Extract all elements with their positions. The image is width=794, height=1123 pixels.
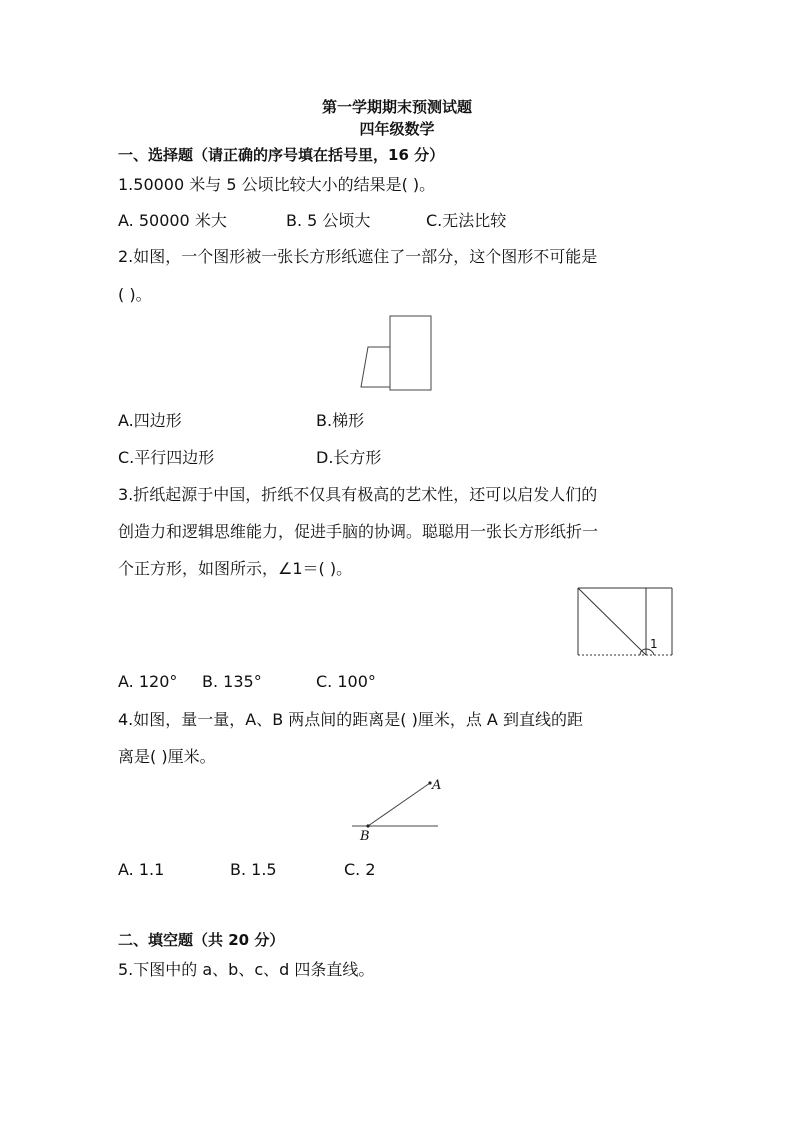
point-a-label: A <box>432 778 442 793</box>
question-2-option-c: C.平行四边形 <box>118 448 215 467</box>
covering-paper <box>390 316 431 390</box>
question-3-option-b: B. 135° <box>202 672 262 691</box>
page-subtitle: 四年级数学 <box>359 120 435 138</box>
question-2-option-a: A.四边形 <box>118 411 182 430</box>
fold-diagonal-line <box>578 588 646 655</box>
question-5-stem: 5.下图中的 a、b、c、d 四条直线。 <box>118 960 375 979</box>
question-3-stem-line-3: 个正方形，如图所示，∠1＝( )。 <box>118 559 353 578</box>
hidden-shape-visible-part <box>361 347 392 387</box>
question-2-stem-line-2: ( )。 <box>118 285 152 304</box>
angle-1-label: 1 <box>650 637 658 651</box>
question-3-stem-line-1: 3.折纸起源于中国，折纸不仅具有极高的艺术性，还可以启发人们的 <box>118 485 598 504</box>
question-3-option-a: A. 120° <box>118 672 178 691</box>
question-4-figure <box>350 772 442 844</box>
question-4-stem-line-1: 4.如图，量一量，A、B 两点间的距离是( )厘米，点 A 到直线的距 <box>118 710 583 729</box>
question-4-option-a: A. 1.1 <box>118 860 165 879</box>
question-3-stem-line-2: 创造力和逻辑思维能力，促进手脑的协调。聪聪用一张长方形纸折一 <box>118 522 599 541</box>
point-b-dot <box>366 824 369 827</box>
question-1-option-a: A. 50000 米大 <box>118 211 227 230</box>
point-b-label: B <box>360 829 370 844</box>
question-3-figure <box>574 584 678 660</box>
section-heading-fill-in: 二、填空题（共 20 分） <box>118 931 285 949</box>
segment-ab <box>368 783 430 826</box>
question-4-stem-line-2: 离是( )厘米。 <box>118 747 216 766</box>
question-2-option-d: D.长方形 <box>316 448 382 467</box>
question-3-option-c: C. 100° <box>316 672 376 691</box>
question-2-figure <box>355 312 435 394</box>
question-4-option-b: B. 1.5 <box>230 860 277 879</box>
question-2-option-b: B.梯形 <box>316 411 365 430</box>
question-1-stem: 1.50000 米与 5 公顷比较大小的结果是( )。 <box>118 175 436 194</box>
question-1-option-c: C.无法比较 <box>426 211 507 230</box>
question-2-stem-line-1: 2.如图，一个图形被一张长方形纸遮住了一部分，这个图形不可能是 <box>118 247 598 266</box>
section-heading-choice: 一、选择题（请正确的序号填在括号里，16 分） <box>118 146 445 164</box>
page-title: 第一学期期末预测试题 <box>321 98 472 116</box>
question-4-option-c: C. 2 <box>344 860 376 879</box>
question-1-option-b: B. 5 公顷大 <box>286 211 371 230</box>
